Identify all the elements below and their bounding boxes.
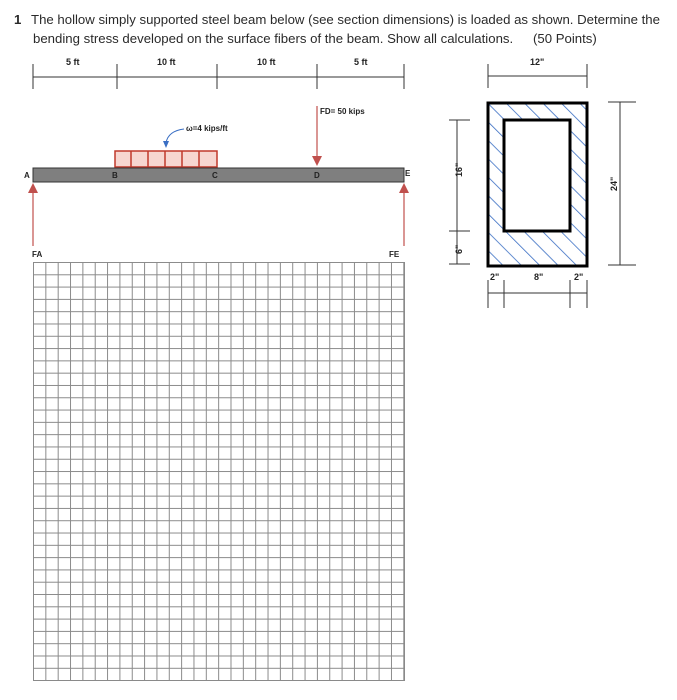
section-left-wall-label: 2" — [490, 272, 500, 282]
node-label-b: B — [112, 171, 118, 180]
span-dimension-line — [33, 64, 404, 89]
node-label-a: A — [24, 171, 30, 180]
span-label-cd: 10 ft — [257, 57, 276, 67]
reaction-label-a: FA — [32, 250, 43, 259]
work-grid — [33, 262, 405, 681]
reaction-label-e: FE — [389, 250, 400, 259]
section-inner-width-label: 8" — [534, 272, 544, 282]
section-bottom-thickness-label: 6" — [454, 244, 464, 254]
question-line-1: The hollow simply supported steel beam below (see section dimensions) is loaded as shown. Determine the — [31, 12, 660, 27]
span-label-bc: 10 ft — [157, 57, 176, 67]
node-label-c: C — [212, 171, 218, 180]
section-inner-height-label: 16" — [454, 162, 464, 177]
point-load-label: FD= 50 kips — [320, 107, 365, 116]
section-bottom-dimensions — [488, 280, 587, 308]
distributed-load — [115, 151, 217, 167]
section-hollow — [504, 120, 570, 231]
reaction-arrow-a — [28, 183, 38, 246]
load-label-arrow — [163, 129, 184, 148]
question-line-2: bending stress developed on the surface fibers of the beam. Show all calculations. — [33, 31, 514, 46]
question-number: 1 — [14, 12, 22, 27]
beam — [33, 168, 404, 182]
node-label-d: D — [314, 171, 320, 180]
reaction-arrow-e — [399, 183, 409, 246]
section-left-dimensions — [449, 120, 470, 264]
section-right-wall-label: 2" — [574, 272, 584, 282]
span-label-de: 5 ft — [354, 57, 368, 67]
question-points: (50 Points) — [533, 31, 597, 46]
section-width-dimension — [488, 64, 587, 88]
section-width-label: 12" — [530, 57, 545, 67]
node-label-e: E — [405, 169, 411, 178]
distributed-load-label: ω=4 kips/ft — [186, 124, 228, 133]
section-height-label: 24" — [609, 176, 619, 191]
span-label-ab: 5 ft — [66, 57, 80, 67]
